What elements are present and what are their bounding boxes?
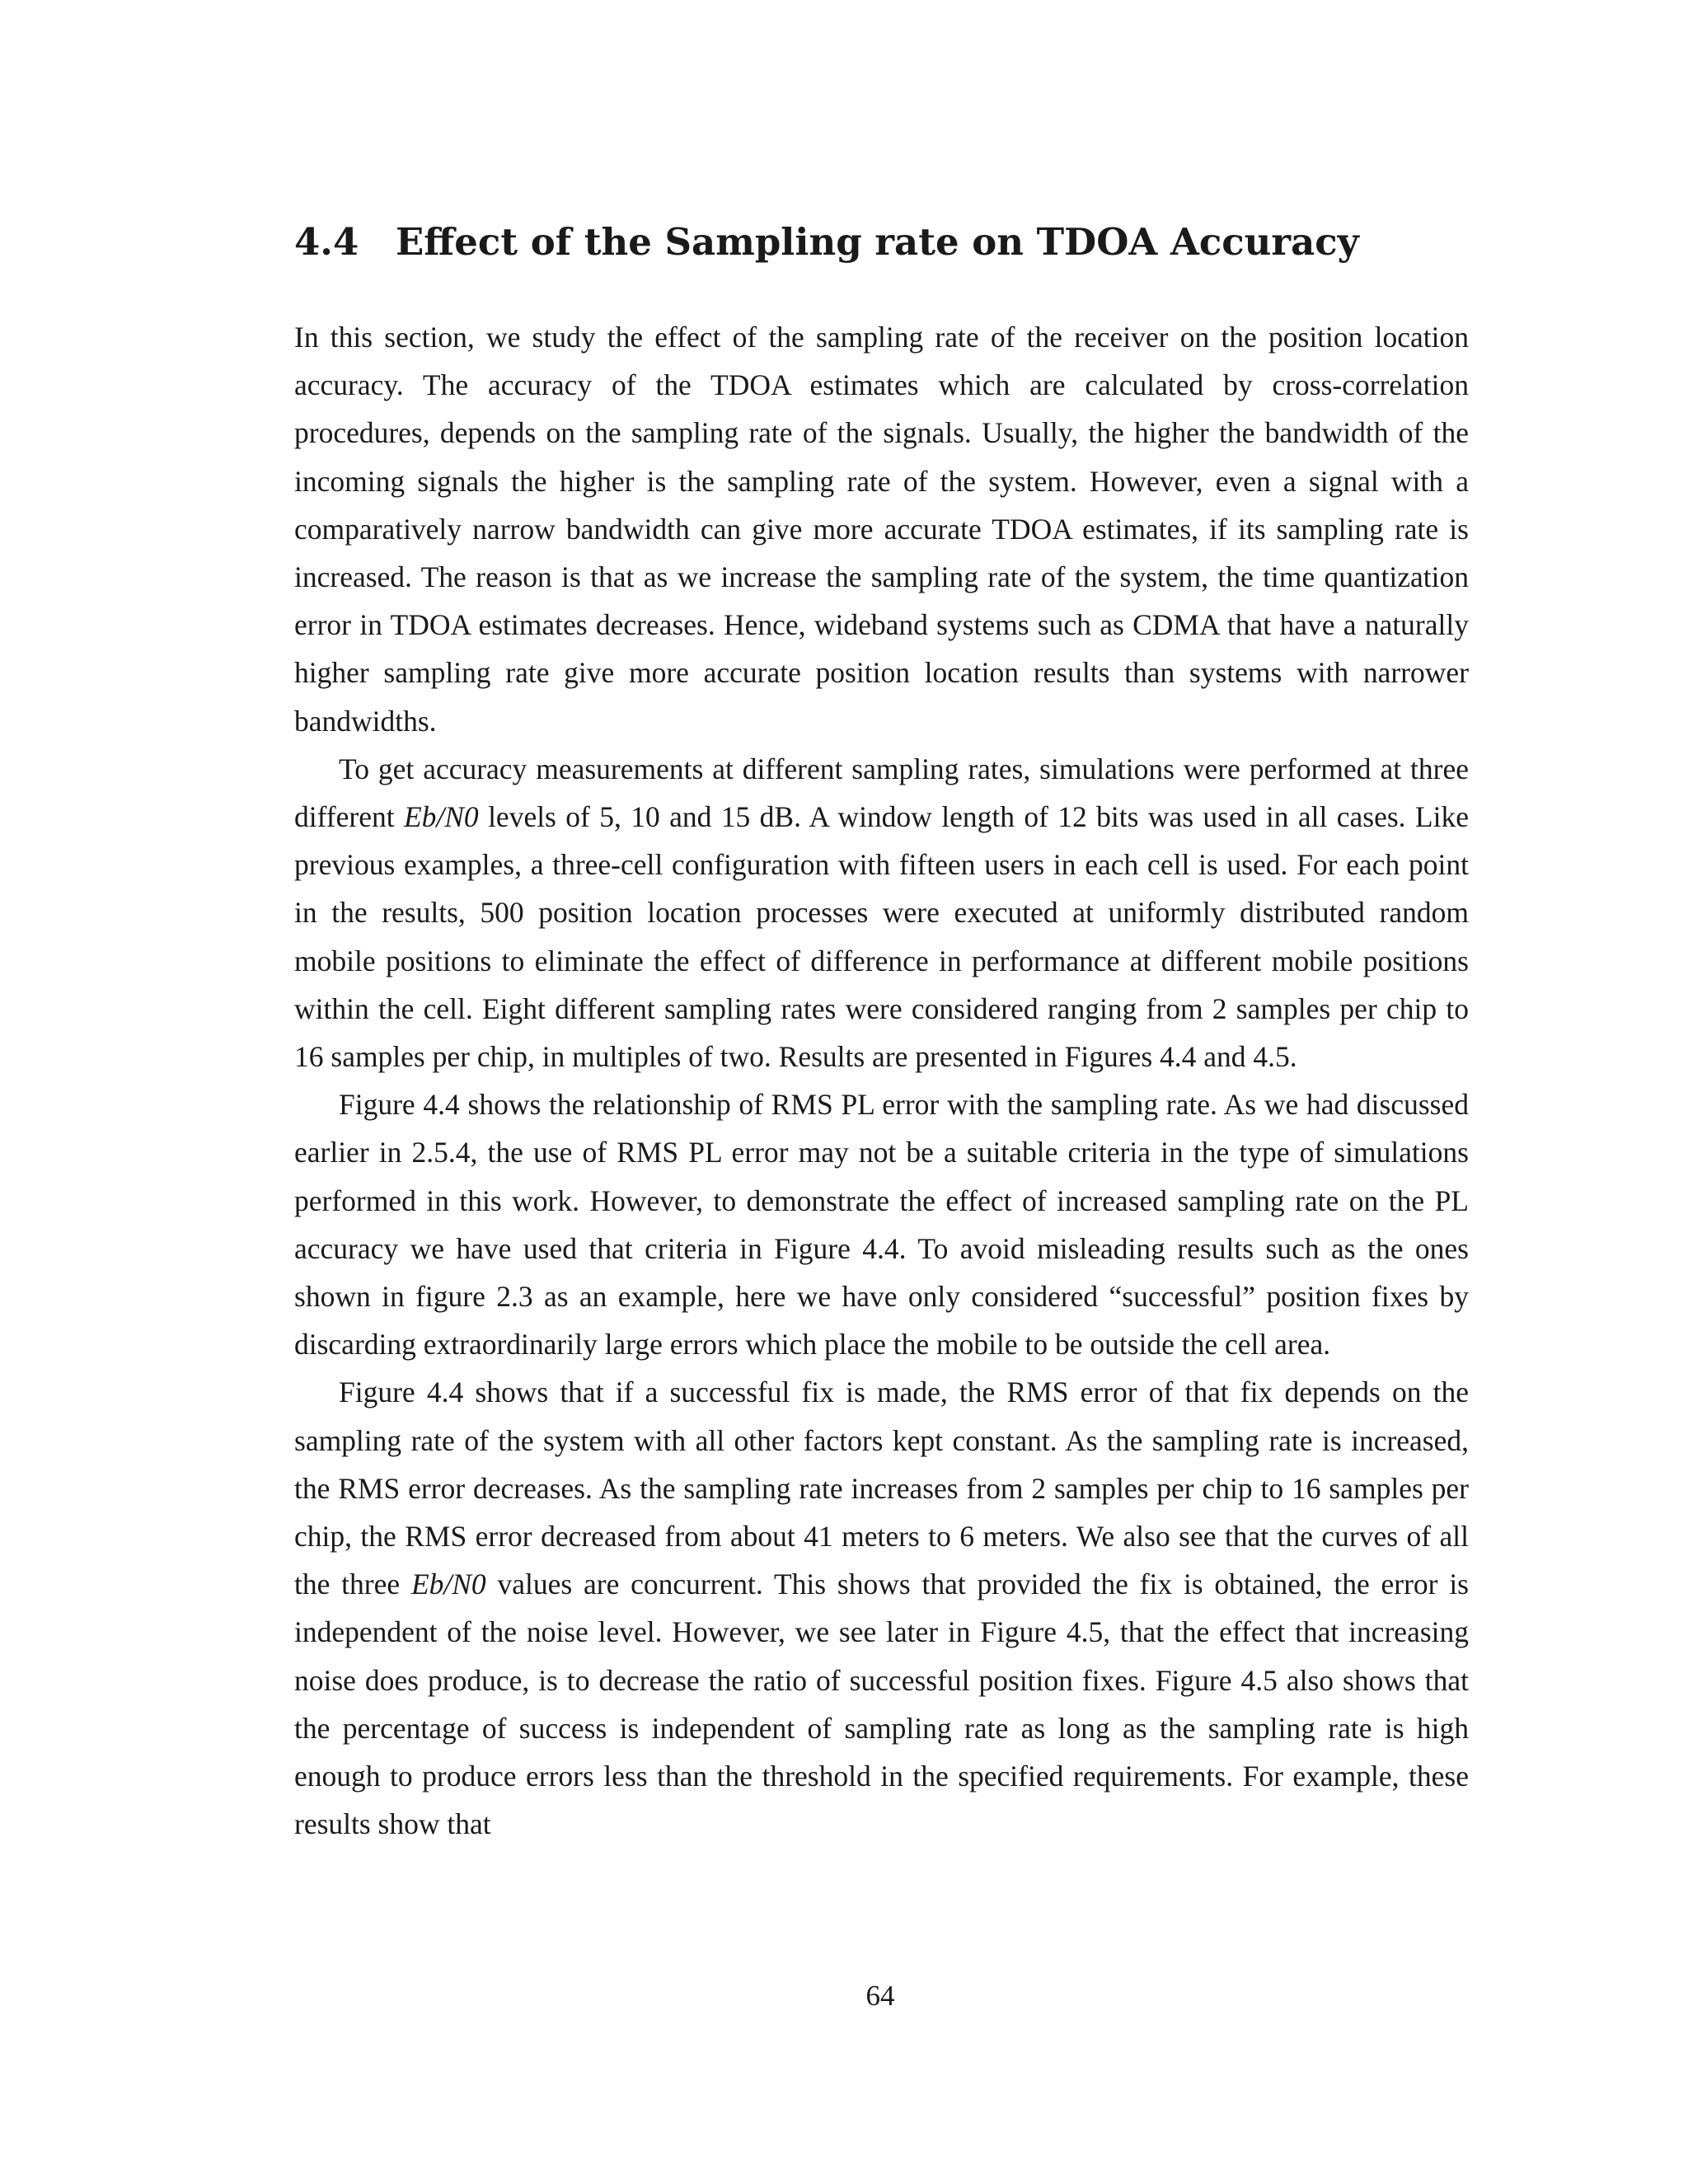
paragraph-1 bbox=[294, 313, 1469, 745]
ebn0-symbol: Eb/N0 bbox=[403, 800, 479, 834]
ebn0-symbol: Eb/N0 bbox=[410, 1568, 486, 1601]
paragraph-4-text-b: values are concurrent. This shows that provided the fix is obtained, the error is independent of the noise level. However, we see later in Figure 4.5, that the effect that increasing noise does produce, is to decrease the ratio of successful position fixes. Figure 4.5 also shows that the percentage of success is independent of sampling rate as long as the sampling rate is high enough to produce errors less than the threshold in the specified requirements. For example, these results show that bbox=[294, 1568, 1469, 1841]
paragraph-2-text-b: levels of 5, 10 and 15 dB. A window length of 12 bits was used in all cases. Like previous examples, a three-cell configuration with fifteen users in each cell is used. For each point in the results, 500 position location processes were executed at uniformly distributed random mobile positions to eliminate the effect of difference in performance at different mobile positions within the cell. Eight different sampling rates were considered ranging from 2 samples per chip to 16 samples per chip, in multiples of two. Results are presented in Figures 4.4 and 4.5. bbox=[294, 800, 1469, 1074]
section-number: 4.4 bbox=[294, 220, 359, 264]
paragraph-3-text: Figure 4.4 shows the relationship of RMS PL error with the sampling rate. As we had discussed earlier in 2.5.4, the use of RMS PL error may not be a suitable criteria in the type of simulations performed in this work. However, to demonstrate the effect of increased sampling rate on the PL accuracy we have used that criteria in Figure 4.4. To avoid misleading results such as the ones shown in figure 2.3 as an example, here we have only considered “successful” position fixes by discarding extraordinarily large errors which place the mobile to be outside the cell area. bbox=[294, 1088, 1469, 1361]
page-number: 64 bbox=[865, 1980, 895, 2012]
paragraph-4 bbox=[294, 1368, 1469, 1848]
paragraph-2-text-a: To get accuracy measurements at different sampling rates, simulations were performed at three different bbox=[294, 752, 1469, 834]
paragraph-2 bbox=[294, 745, 1469, 1080]
paragraph-4-text-a: Figure 4.4 shows that if a successful fix is made, the RMS error of that fix depends on the sampling rate of the system with all other factors kept constant. As the sampling rate is increased, the RMS error decreases. As the sampling rate increases from 2 samples per chip to 16 samples per chip, the RMS error decreased from about 41 meters to 6 meters. We also see that the curves of all the three bbox=[294, 1376, 1469, 1601]
paragraph-3 bbox=[294, 1080, 1469, 1368]
paragraph-1-text: In this section, we study the effect of the sampling rate of the receiver on the position location accuracy. The accuracy of the TDOA estimates which are calculated by cross-correlation procedures, depends on the sampling rate of the signals. Usually, the higher the bandwidth of the incoming signals the higher is the sampling rate of the system. However, even a signal with a comparatively narrow bandwidth can give more accurate TDOA estimates, if its sampling rate is increased. The reason is that as we increase the sampling rate of the system, the time quantization error in TDOA estimates decreases. Hence, wideband systems such as CDMA that have a naturally higher sampling rate give more accurate position location results than systems with narrower bandwidths. bbox=[294, 321, 1469, 738]
page-body bbox=[294, 214, 1469, 1849]
section-title: Effect of the Sampling rate on TDOA Accuracy bbox=[396, 220, 1359, 264]
section-heading bbox=[294, 214, 1469, 270]
